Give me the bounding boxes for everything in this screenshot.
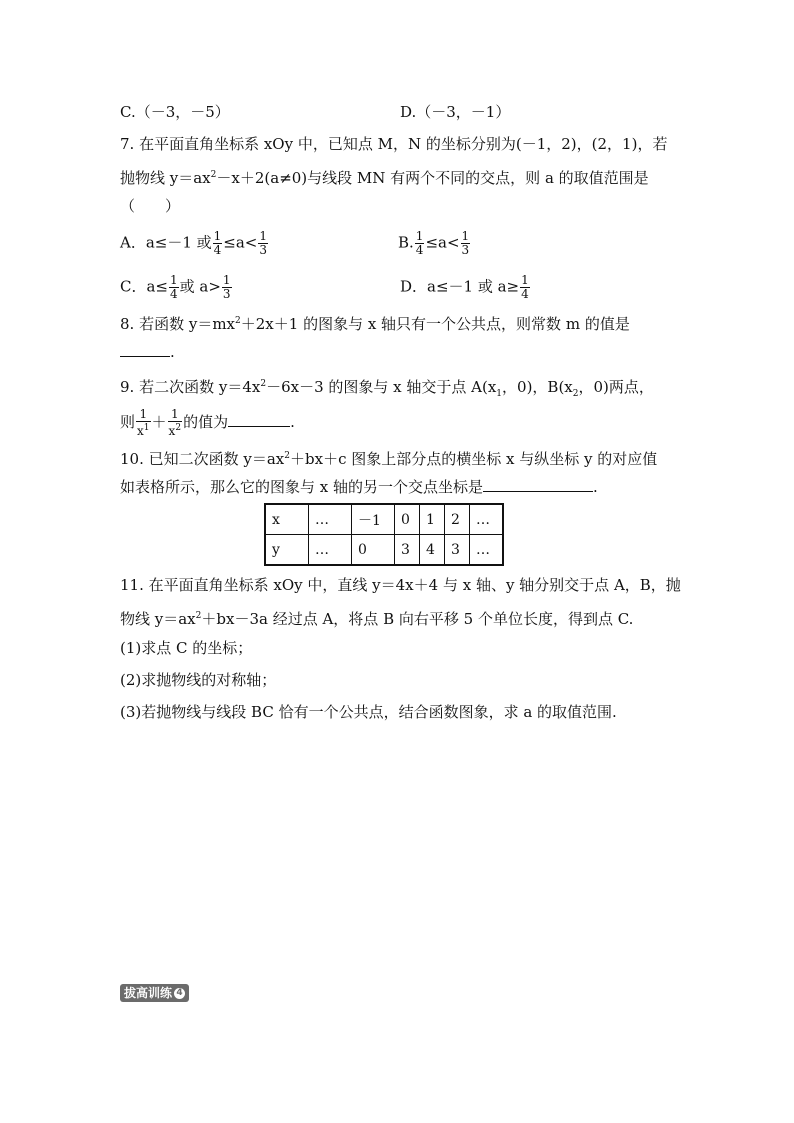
table-row: y … 0 3 4 3 … [265, 535, 503, 566]
answer-blank [228, 412, 290, 427]
fraction: $\frac{1}{4}$ [521, 273, 529, 301]
q7-line3: （ ） [120, 197, 181, 215]
q7-option-d: D．a≤－1 或 a≥ $\frac{1}{4}$ [400, 273, 529, 301]
fraction: $\frac{1}{3}$ [222, 273, 231, 301]
q7-line1: 7. 在平面直角坐标系 xOy 中，已知点 M，N 的坐标分别为(－1，2)，(2，1)，若 [120, 135, 668, 153]
answer-blank [483, 477, 593, 492]
q11-part1: (1)求点 C 的坐标； [120, 639, 253, 657]
fraction: $\frac{1}{4}$ [213, 229, 222, 257]
fraction: $\frac{1}{4}$ [170, 273, 178, 301]
q9-line2: 则 $\frac{1}{x^1}$ ＋ $\frac{1}{x^2}$ 的值为 . [120, 407, 295, 438]
section-badge: 拔高训练 4 [120, 984, 189, 1002]
fraction: $\frac{1}{3}$ [259, 229, 268, 257]
fraction: $\frac{1}{x^2}$ [168, 407, 182, 438]
q10-line1: 10. 已知二次函数 $y=ax^2+bx+c$ 图象上部分点的横坐标 x 与纵坐标 y 的对应值 [120, 450, 658, 468]
q7-option-b: B. $\frac{1}{4}$ ≤a< $\frac{1}{3}$ [398, 229, 470, 257]
q7-option-c: C．a≤ $\frac{1}{4}$ 或 a> $\frac{1}{3}$ [120, 273, 231, 301]
table-row: x … －1 0 1 2 … [265, 504, 503, 535]
fraction: $\frac{1}{4}$ [415, 229, 424, 257]
q9-line1: 9. 若二次函数 $y=4x^2-6x-3$ 的图象与 x 轴交于点 $A(x_1$，0)，$B(x_2$，0)两点， [120, 378, 654, 399]
q6-option-c: C.（－3，－5） [120, 103, 230, 121]
badge-number: 4 [174, 988, 185, 999]
fraction: $\frac{1}{x^1}$ [137, 407, 150, 438]
q6-option-d: D.（－3，－1） [400, 103, 511, 121]
q11-part2: (2)求抛物线的对称轴； [120, 671, 277, 689]
xy-value-table [264, 503, 504, 566]
fraction: $\frac{1}{3}$ [461, 229, 470, 257]
q10-line2: 如表格所示，那么它的图象与 x 轴的另一个交点坐标是 . [120, 478, 598, 496]
q8-line2: . [120, 342, 175, 362]
q11-line2: 物线 $y=ax^2+bx-3a$ 经过点 A，将点 B 向右平移 5 个单位长度，得到点 C. [120, 610, 634, 628]
q11-part3: (3)若抛物线与线段 BC 恰有一个公共点，结合函数图象，求 a 的取值范围. [120, 703, 617, 721]
q7-line2: 抛物线 $y=ax^2-x+2(a\ne 0)$与线段 MN 有两个不同的交点，则 a 的取值范围是 [120, 169, 649, 187]
answer-blank [120, 342, 170, 357]
q7-option-a: A．a≤－1 或 $\frac{1}{4}$ ≤a< $\frac{1}{3}$ [120, 229, 268, 257]
q11-line1: 11. 在平面直角坐标系 xOy 中，直线 y＝4x＋4 与 x 轴、y 轴分别交于点 A，B，抛 [120, 576, 681, 594]
q8-line1: 8. 若函数 $y=mx^2+2x+1$ 的图象与 x 轴只有一个公共点，则常数 m 的值是 [120, 315, 630, 333]
